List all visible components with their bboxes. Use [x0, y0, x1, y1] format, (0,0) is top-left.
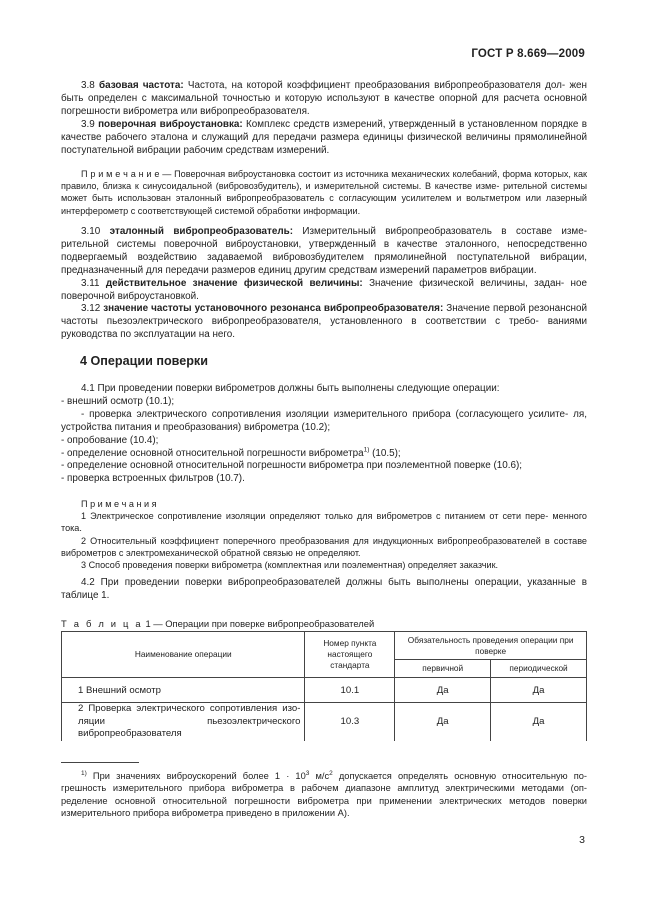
clause-number: 3.9 [81, 118, 95, 130]
definition-line: предназначенный для передачи размеров единиц другим средствам измерений параметров вибрации. [61, 264, 537, 276]
operation-item: - определение основной относительной погрешности виброметра$^{1)}$ (10.5); [61, 446, 401, 459]
definition-term: базовая частота: [98, 80, 184, 91]
clause-number: 3.10 [81, 226, 101, 237]
definition-line: основной погрешности виброметра или вибропреобразователя. [61, 92, 587, 117]
definition-3-10 [61, 226, 587, 278]
note-line: рительной системы может быть использован эталонный вибропреобразователь с согласующим усилителем и [61, 181, 587, 204]
clause-cell: 10.1 [305, 678, 395, 703]
definition-term: поверочная виброустановка: [98, 118, 243, 130]
note-line: которых, как правило, близка к синусоидальной (вибровозбудитель), и измерительной системы. В качестве изме- [61, 169, 587, 192]
operation-name-cell: 2 Проверка электрического сопротивления изо- ляции пьезоэлектрического вибропреобразователя [62, 703, 305, 741]
footnote-marker: 1) [81, 769, 87, 777]
note-line: вольтметром или лазерный интерферометр с соответствующей системой обработки информации. [61, 193, 588, 216]
note-3-9 [61, 168, 587, 217]
note-item: 2 Относительный коэффициент поперечного преобразования для индукционных вибропреобразователей в составе виброметров с электромеханической обратной связью не определяют. [61, 535, 587, 558]
periodic-cell: Да [491, 703, 587, 741]
definition-3-12 [61, 303, 587, 342]
definition-line: ваниями руководства по эксплуатации на него. [61, 316, 588, 341]
operation-item: - определение основной относительной погрешности виброметра при поэлементной поверке (10.6); [61, 460, 522, 472]
footnote-separator [61, 762, 139, 763]
definition-term: действительное значение физической величины: [105, 277, 363, 289]
operation-item: - внешний осмотр (10.1); [61, 395, 175, 407]
operation-item: - проверка встроенных фильтров (10.7). [61, 473, 245, 485]
section-4-notes [61, 498, 587, 571]
definition-line: резонансной частоты пьезоэлектрического вибропреобразователя, установленного в соответствии с требо- [61, 303, 588, 328]
header-obligation: Обязательность проведения операции при поверке [395, 632, 587, 660]
periodic-cell: Да [491, 678, 587, 703]
definition-term: значение частоты установочного резонанса вибропреобразователя: [103, 303, 444, 315]
note-label: П р и м е ч а н и е — [81, 169, 172, 179]
definition-3-11 [61, 278, 587, 304]
definition-line: Частота, на которой коэффициент преобразования вибропреобразователя дол- [187, 80, 566, 91]
definition-line: Значение первой [446, 303, 526, 315]
definition-line: ное поверочной виброустановкой. [61, 277, 587, 302]
header-clause-number: Номер пункта настоящего стандарта [305, 632, 395, 678]
header-primary: первичной [395, 660, 491, 678]
clause-number: 3.8 [81, 80, 95, 91]
clause-4-1: 4.1 При проведении поверки виброметров должны быть выполнены следующие операции: [81, 383, 500, 394]
table-row [62, 703, 587, 741]
header-periodic: периодической [491, 660, 587, 678]
definition-line: порядке в качестве рабочего эталона и служащий для передачи размера единицы физической величины [61, 118, 588, 143]
table-caption: Т а б л и ц а 1 — Операции при поверке вибропреобразователей [61, 618, 375, 629]
definition-3-9 [61, 119, 587, 158]
page-number: 3 [579, 834, 585, 846]
footnote: $^{1)}$ При значениях виброускорений более $1 \cdot 10^3$ $м/с^2$ допускается определять основную относительную по- грешность измерительного прибора виброметра в рабочем диапазоне амплитуд электрическими методами (оп- ределение основной относительной погрешности виброметра при применении электрических методов поверки измерительного прибора виброметра приведено в приложении А). [61, 769, 588, 819]
operation-name-cell: 1 Внешний осмотр [62, 678, 305, 703]
definition-term: эталонный вибропреобразователь: [109, 226, 293, 237]
definitions-block-1 [61, 80, 587, 157]
section-4-body [61, 383, 587, 486]
definition-3-8 [61, 80, 587, 119]
note-item: 3 Способ проведения поверки виброметра (комплектная или поэлементная) определяет заказчик. [81, 560, 499, 571]
definition-line: прямолинейной поступательной вибрации рабочим средствам измерений. [61, 131, 588, 156]
notes-label: П р и м е ч а н и я [81, 499, 157, 509]
definition-line: Значение физической величины, задан- [369, 277, 565, 289]
operation-item: - проверка электрического сопротивления изоляции измерительного прибора (согласующего усилите- ля, устройства питания и преобразования) виброметра (10.2); [61, 408, 587, 433]
clause-number: 3.12 [81, 303, 101, 315]
definition-line: Измерительный вибропреобразователь в составе изме- [302, 226, 587, 237]
note-item: 1 Электрическое сопротивление изоляции определяют только для виброметров с питанием от сети пере- менного тока. [61, 511, 587, 534]
clause-cell: 10.3 [305, 703, 395, 741]
section-4-heading: 4 Операции поверки [80, 354, 208, 368]
definition-line: Комплекс средств измерений, утвержденный в установленном [246, 118, 538, 130]
operation-item: - опробование (10.4); [61, 434, 159, 446]
definition-line: рительной системы поверочной виброустановки, утвержденный в качестве эталонного, непосредственно [61, 238, 587, 250]
definition-line: подвергаемый воздействию задаваемой вибровозбудителем прямолинейной поступательной вибрации, [61, 251, 587, 263]
clause-number: 3.11 [81, 277, 100, 289]
table-row [62, 678, 587, 703]
document-id-header: ГОСТ Р 8.669—2009 [471, 48, 585, 60]
clause-4-2: 4.2 При проведении поверки вибропреобразователей должны быть выполнены операции, указанные в таблице 1. [61, 577, 587, 601]
definition-line: жен быть определен с максимальной точностью и которую используют в качестве опорной для расчета [61, 80, 587, 104]
footnote-ref: 1) [363, 446, 370, 454]
definitions-block-2 [61, 226, 587, 342]
note-line: Поверочная виброустановка состоит из источника механических колебаний, форма [174, 169, 532, 179]
header-operation-name: Наименование операции [62, 632, 305, 678]
primary-cell: Да [395, 703, 491, 741]
operations-table [61, 631, 587, 741]
primary-cell: Да [395, 678, 491, 703]
